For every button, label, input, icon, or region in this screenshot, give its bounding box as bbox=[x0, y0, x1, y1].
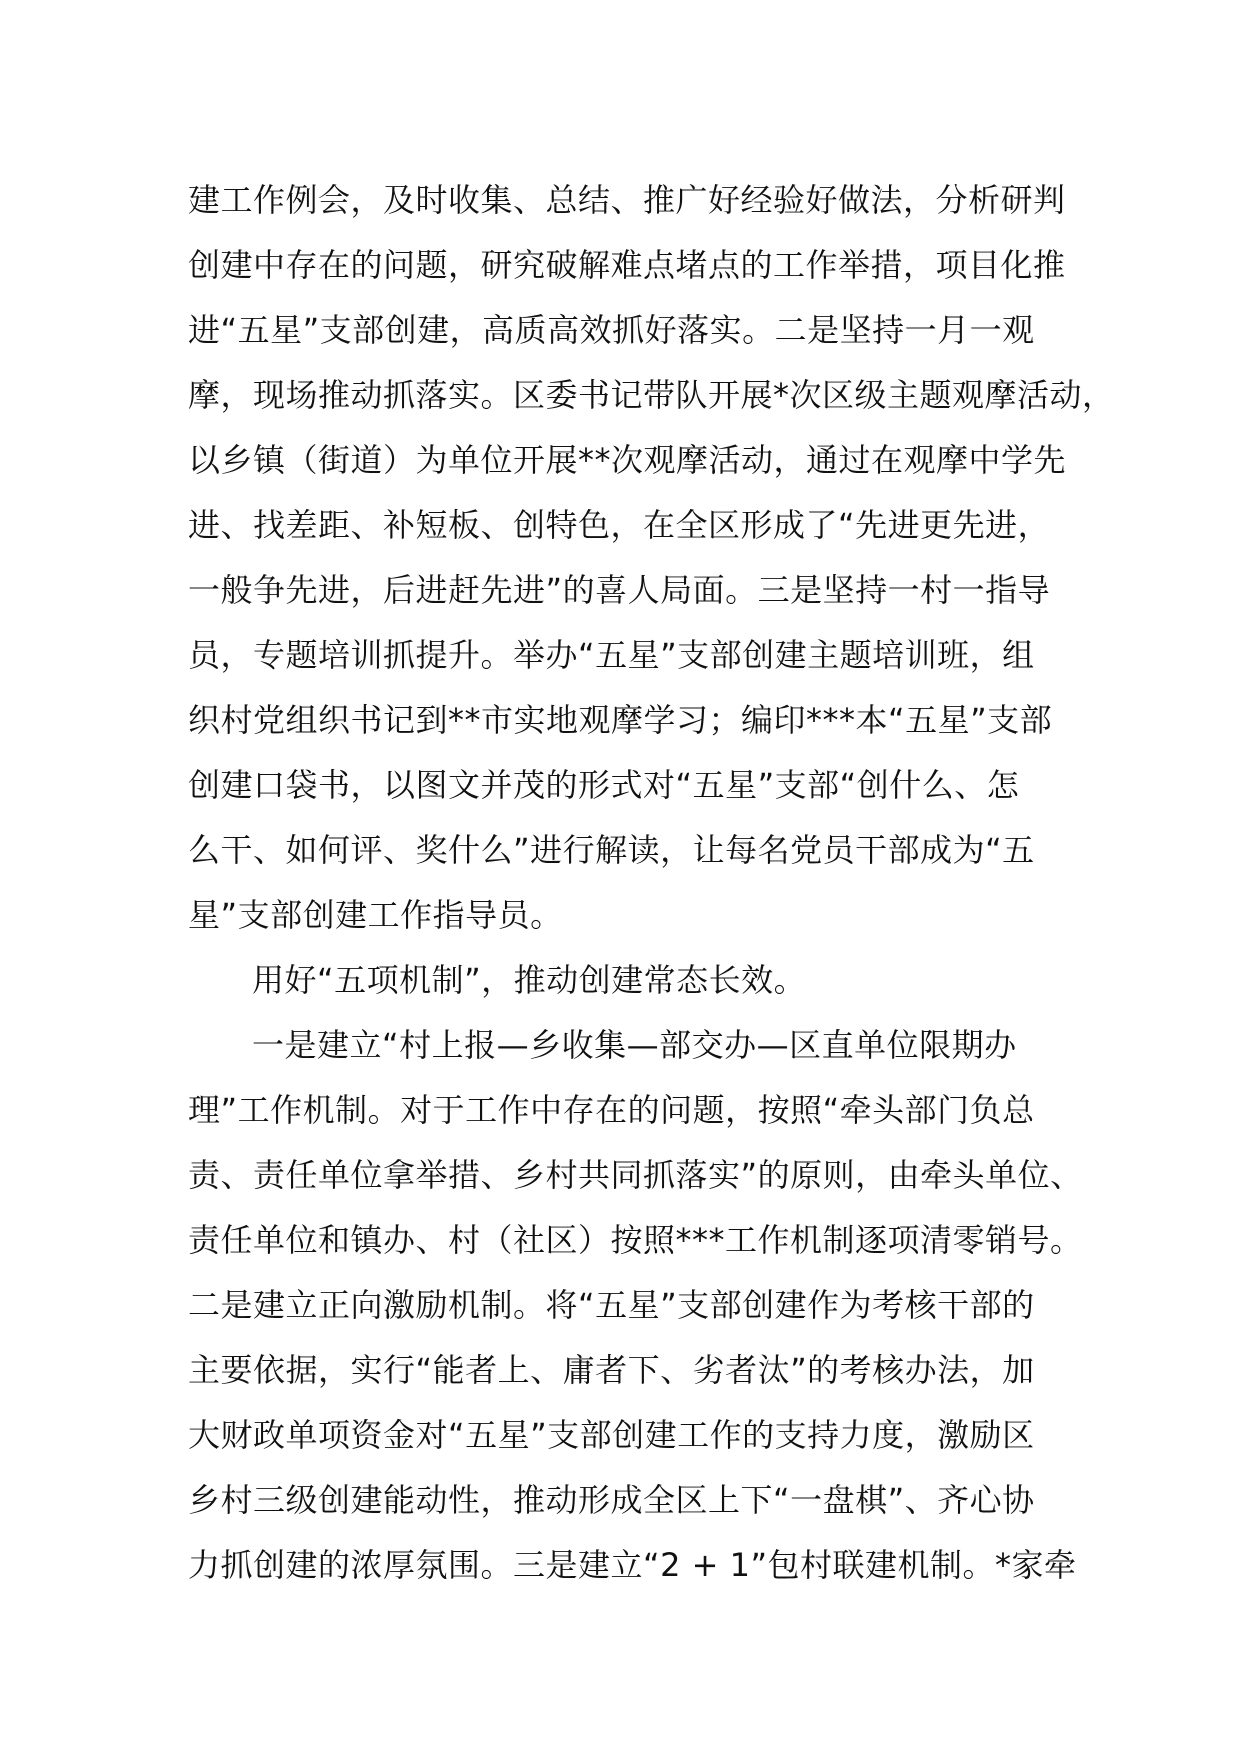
text-line: 大财政单项资金对“五星”支部创建工作的支持力度，激励区 bbox=[188, 1416, 1035, 1454]
text-line: 理”工作机制。对于工作中存在的问题，按照“牵头部门负总 bbox=[188, 1091, 1035, 1129]
text-line: 力抓创建的浓厚氛围。三是建立“2 + 1”包村联建机制。*家牵 bbox=[188, 1546, 1077, 1584]
text-line: 进“五星”支部创建，高质高效抓好落实。二是坚持一月一观 bbox=[188, 311, 1035, 349]
text-line: 一是建立“村上报—乡收集—部交办—区直单位限期办 bbox=[252, 1026, 1017, 1064]
text-line: 以乡镇（街道）为单位开展**次观摩活动，通过在观摩中学先 bbox=[188, 441, 1067, 479]
text-line: 摩，现场推动抓落实。区委书记带队开展*次区级主题观摩活动， bbox=[188, 376, 1115, 414]
text-line: 星”支部创建工作指导员。 bbox=[188, 896, 563, 934]
text-line: 进、找差距、补短板、创特色，在全区形成了“先进更先进， bbox=[188, 506, 1051, 544]
text-line: 么干、如何评、奖什么”进行解读，让每名党员干部成为“五 bbox=[188, 831, 1035, 869]
text-line: 二是建立正向激励机制。将“五星”支部创建作为考核干部的 bbox=[188, 1286, 1035, 1324]
text-line: 创建口袋书，以图文并茂的形式对“五星”支部“创什么、怎 bbox=[188, 766, 1020, 804]
text-line: 一般争先进，后进赶先进”的喜人局面。三是坚持一村一指导 bbox=[188, 571, 1051, 609]
text-line: 创建中存在的问题，研究破解难点堵点的工作举措，项目化推 bbox=[188, 246, 1066, 284]
document-body bbox=[188, 168, 1115, 1598]
text-line: 主要依据，实行“能者上、庸者下、劣者汰”的考核办法，加 bbox=[188, 1351, 1035, 1389]
section-heading: 用好“五项机制”，推动创建常态长效。 bbox=[252, 961, 807, 999]
text-line: 织村党组织书记到**市实地观摩学习；编印***本“五星”支部 bbox=[188, 701, 1053, 739]
text-line: 责、责任单位拿举措、乡村共同抓落实”的原则，由牵头单位、 bbox=[188, 1156, 1083, 1194]
text-line: 乡村三级创建能动性，推动形成全区上下“一盘棋”、齐心协 bbox=[188, 1481, 1035, 1519]
text-line: 员，专题培训抓提升。举办“五星”支部创建主题培训班，组 bbox=[188, 636, 1035, 674]
text-line: 建工作例会，及时收集、总结、推广好经验好做法，分析研判 bbox=[188, 181, 1066, 219]
text-line: 责任单位和镇办、村（社区）按照***工作机制逐项清零销号。 bbox=[188, 1221, 1083, 1259]
